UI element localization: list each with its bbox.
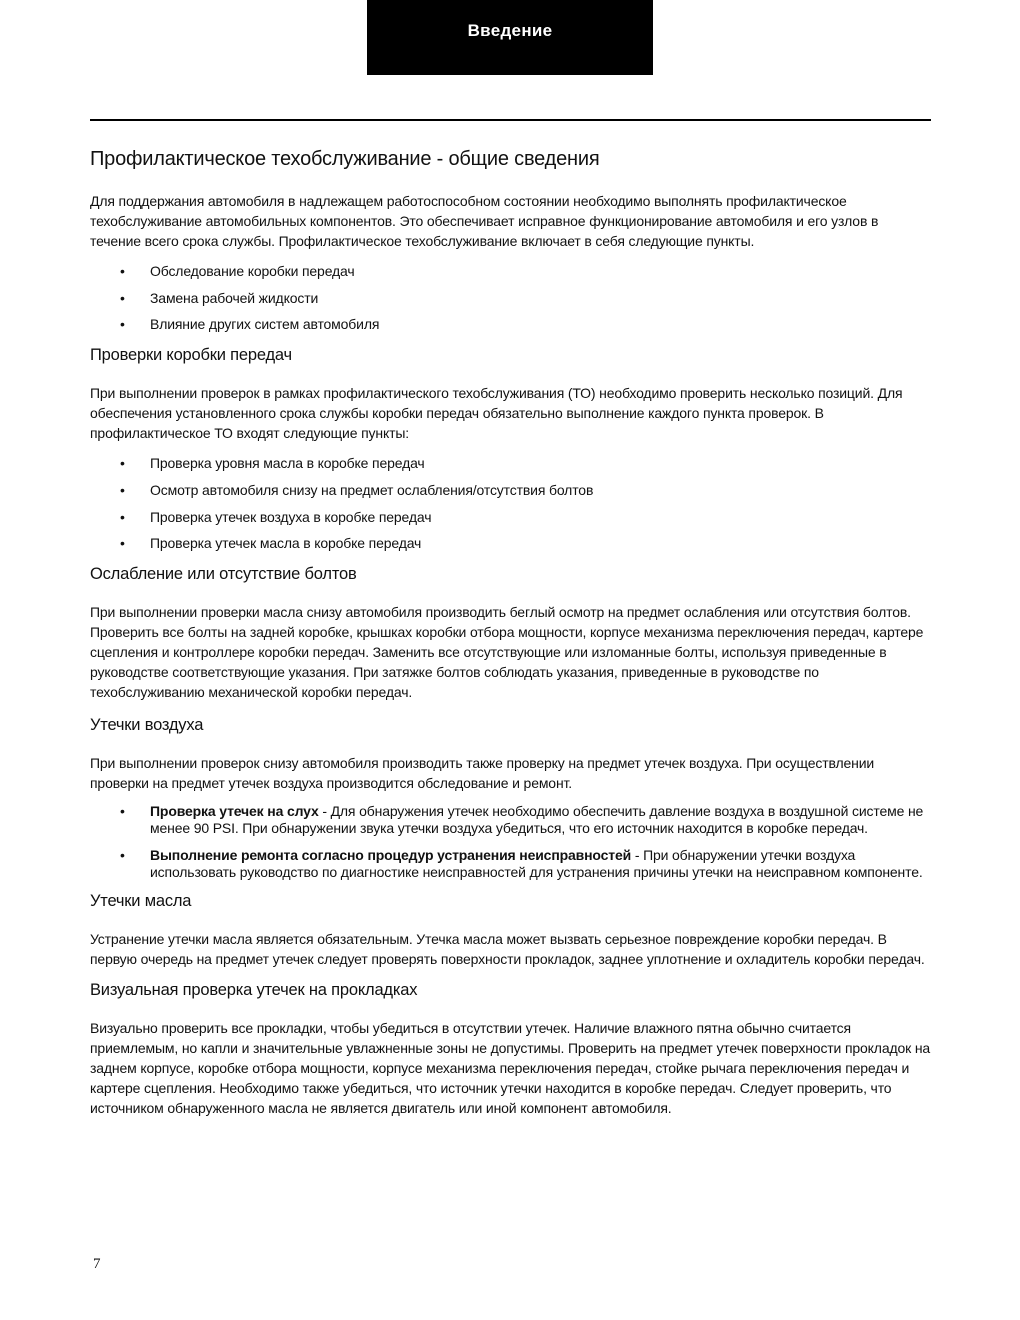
list-item xyxy=(90,803,932,836)
bullet-icon: • xyxy=(120,803,125,820)
list-item: • Проверка утечек масла в коробке передач xyxy=(120,535,422,552)
section-title-bolts: Ослабление или отсутствие болтов xyxy=(90,565,357,584)
bullet-icon: • xyxy=(120,316,125,333)
section-text-bolts: При выполнении проверки масла снизу автомобиля производить беглый осмотр на предмет ослабления или отсутствия болтов. Проверить все болты на задней коробке, крышках коробки отбора мощности, корпусе механизма переключения передач, картере сцепления и контроллере коробки передач. Заменить все отсутствующие или изломанные болты, используя приведенные в руководстве соответствующие указания. При затяжке болтов соблюдать указания, приведенные в руководстве по техобслуживанию механической коробки передач. xyxy=(90,604,924,701)
section-title-air-leaks: Утечки воздуха xyxy=(90,716,204,735)
bullet-icon: • xyxy=(120,508,125,525)
page-content xyxy=(90,146,932,1128)
section-text-gasket-check: Визуально проверить все прокладки, чтобы убедиться в отсутствии утечек. Наличие влажного пятна обычно считается приемлемым, но капли и значительные увлажненные зоны не допустимы. Проверить на предмет утечек поверхности прокладок на заднем корпусе, коробке отбора мощности, корпусе механизма переключения передач, стойке рычага переключения передач и картере сцепления. Необходимо также убедиться, что источник утечки находится в коробке передач. Следует проверить, что источником обнаруженного масла не является двигатель или иной компонент автомобиля. xyxy=(90,1020,931,1117)
section-intro-maintenance: Для поддержания автомобиля в надлежащем работоспособном состоянии необходимо выполнять профилактическое техобслуживание автомобильных компонентов. Это обеспечивает исправное функционирование автомобиля и его узлов в течение всего срока службы. Профилактическое техобслуживание включает в себя следующие пункты. xyxy=(90,193,879,249)
section-text-air-leaks: При выполнении проверок снизу автомобиля производить также проверку на предмет утечек воздуха. При осуществлении проверки на предмет утечек воздуха производится обследование и ремонт. xyxy=(90,755,875,792)
list-item xyxy=(90,847,932,880)
checks-list xyxy=(90,453,932,553)
bullet-icon: • xyxy=(120,535,125,552)
list-item-term: Проверка утечек на слух xyxy=(150,803,319,820)
list-item: • Замена рабочей жидкости xyxy=(120,289,319,306)
list-item-term: Выполнение ремонта согласно процедур устранения неисправностей xyxy=(150,846,632,863)
list-item: • Проверка уровня масла в коробке передач xyxy=(120,455,425,472)
list-item-desc: - При обнаружении утечки воздуха использовать руководство по диагностике неисправностей для устранения причины утечки на неисправном компоненте. xyxy=(150,846,923,880)
section-text-checks: При выполнении проверок в рамках профилактического техобслуживания (ТО) необходимо проверить несколько позиций. Для обеспечения установленного срока службы коробки передач обязательно выполнение каждого пункта проверок. В профилактическое ТО входят следующие пункты: xyxy=(90,385,903,442)
section-text-oil-leaks: Устранение утечки масла является обязательным. Утечка масла может вызвать серьезное повреждение коробки передач. В первую очередь на предмет утечек следует проверять поверхности прокладок, заднее уплотнение и охладитель коробки передач. xyxy=(90,931,925,968)
list-item: • Влияние других систем автомобиля xyxy=(120,316,380,333)
page-number: 7 xyxy=(93,1256,101,1272)
section-title-gasket-check: Визуальная проверка утечек на прокладках xyxy=(90,981,418,1000)
chapter-tab-title: Введение xyxy=(467,20,553,40)
list-item-desc: - Для обнаружения утечек необходимо обеспечить давление воздуха в воздушной системе не менее 90 PSI. При обнаружении звука утечки воздуха убедиться, что его источник находится в коробке передач. xyxy=(150,803,924,837)
air-leaks-list xyxy=(90,803,932,880)
list-item: • Проверка утечек воздуха в коробке передач xyxy=(120,508,432,525)
list-item: • Осмотр автомобиля снизу на предмет ослабления/отсутствия болтов xyxy=(120,482,594,499)
bullet-icon: • xyxy=(120,289,125,306)
section-title-maintenance: Профилактическое техобслуживание - общие сведения xyxy=(90,148,600,170)
bullet-icon: • xyxy=(120,263,125,279)
list-item: • Обследование коробки передач xyxy=(120,263,355,279)
section-title-oil-leaks: Утечки масла xyxy=(90,892,192,911)
bullet-icon: • xyxy=(120,482,125,499)
header-divider xyxy=(90,119,931,121)
section-title-checks: Проверки коробки передач xyxy=(90,346,292,365)
chapter-tab xyxy=(367,0,653,75)
bullet-icon: • xyxy=(120,846,125,863)
maintenance-list xyxy=(90,261,932,334)
bullet-icon: • xyxy=(120,455,125,472)
